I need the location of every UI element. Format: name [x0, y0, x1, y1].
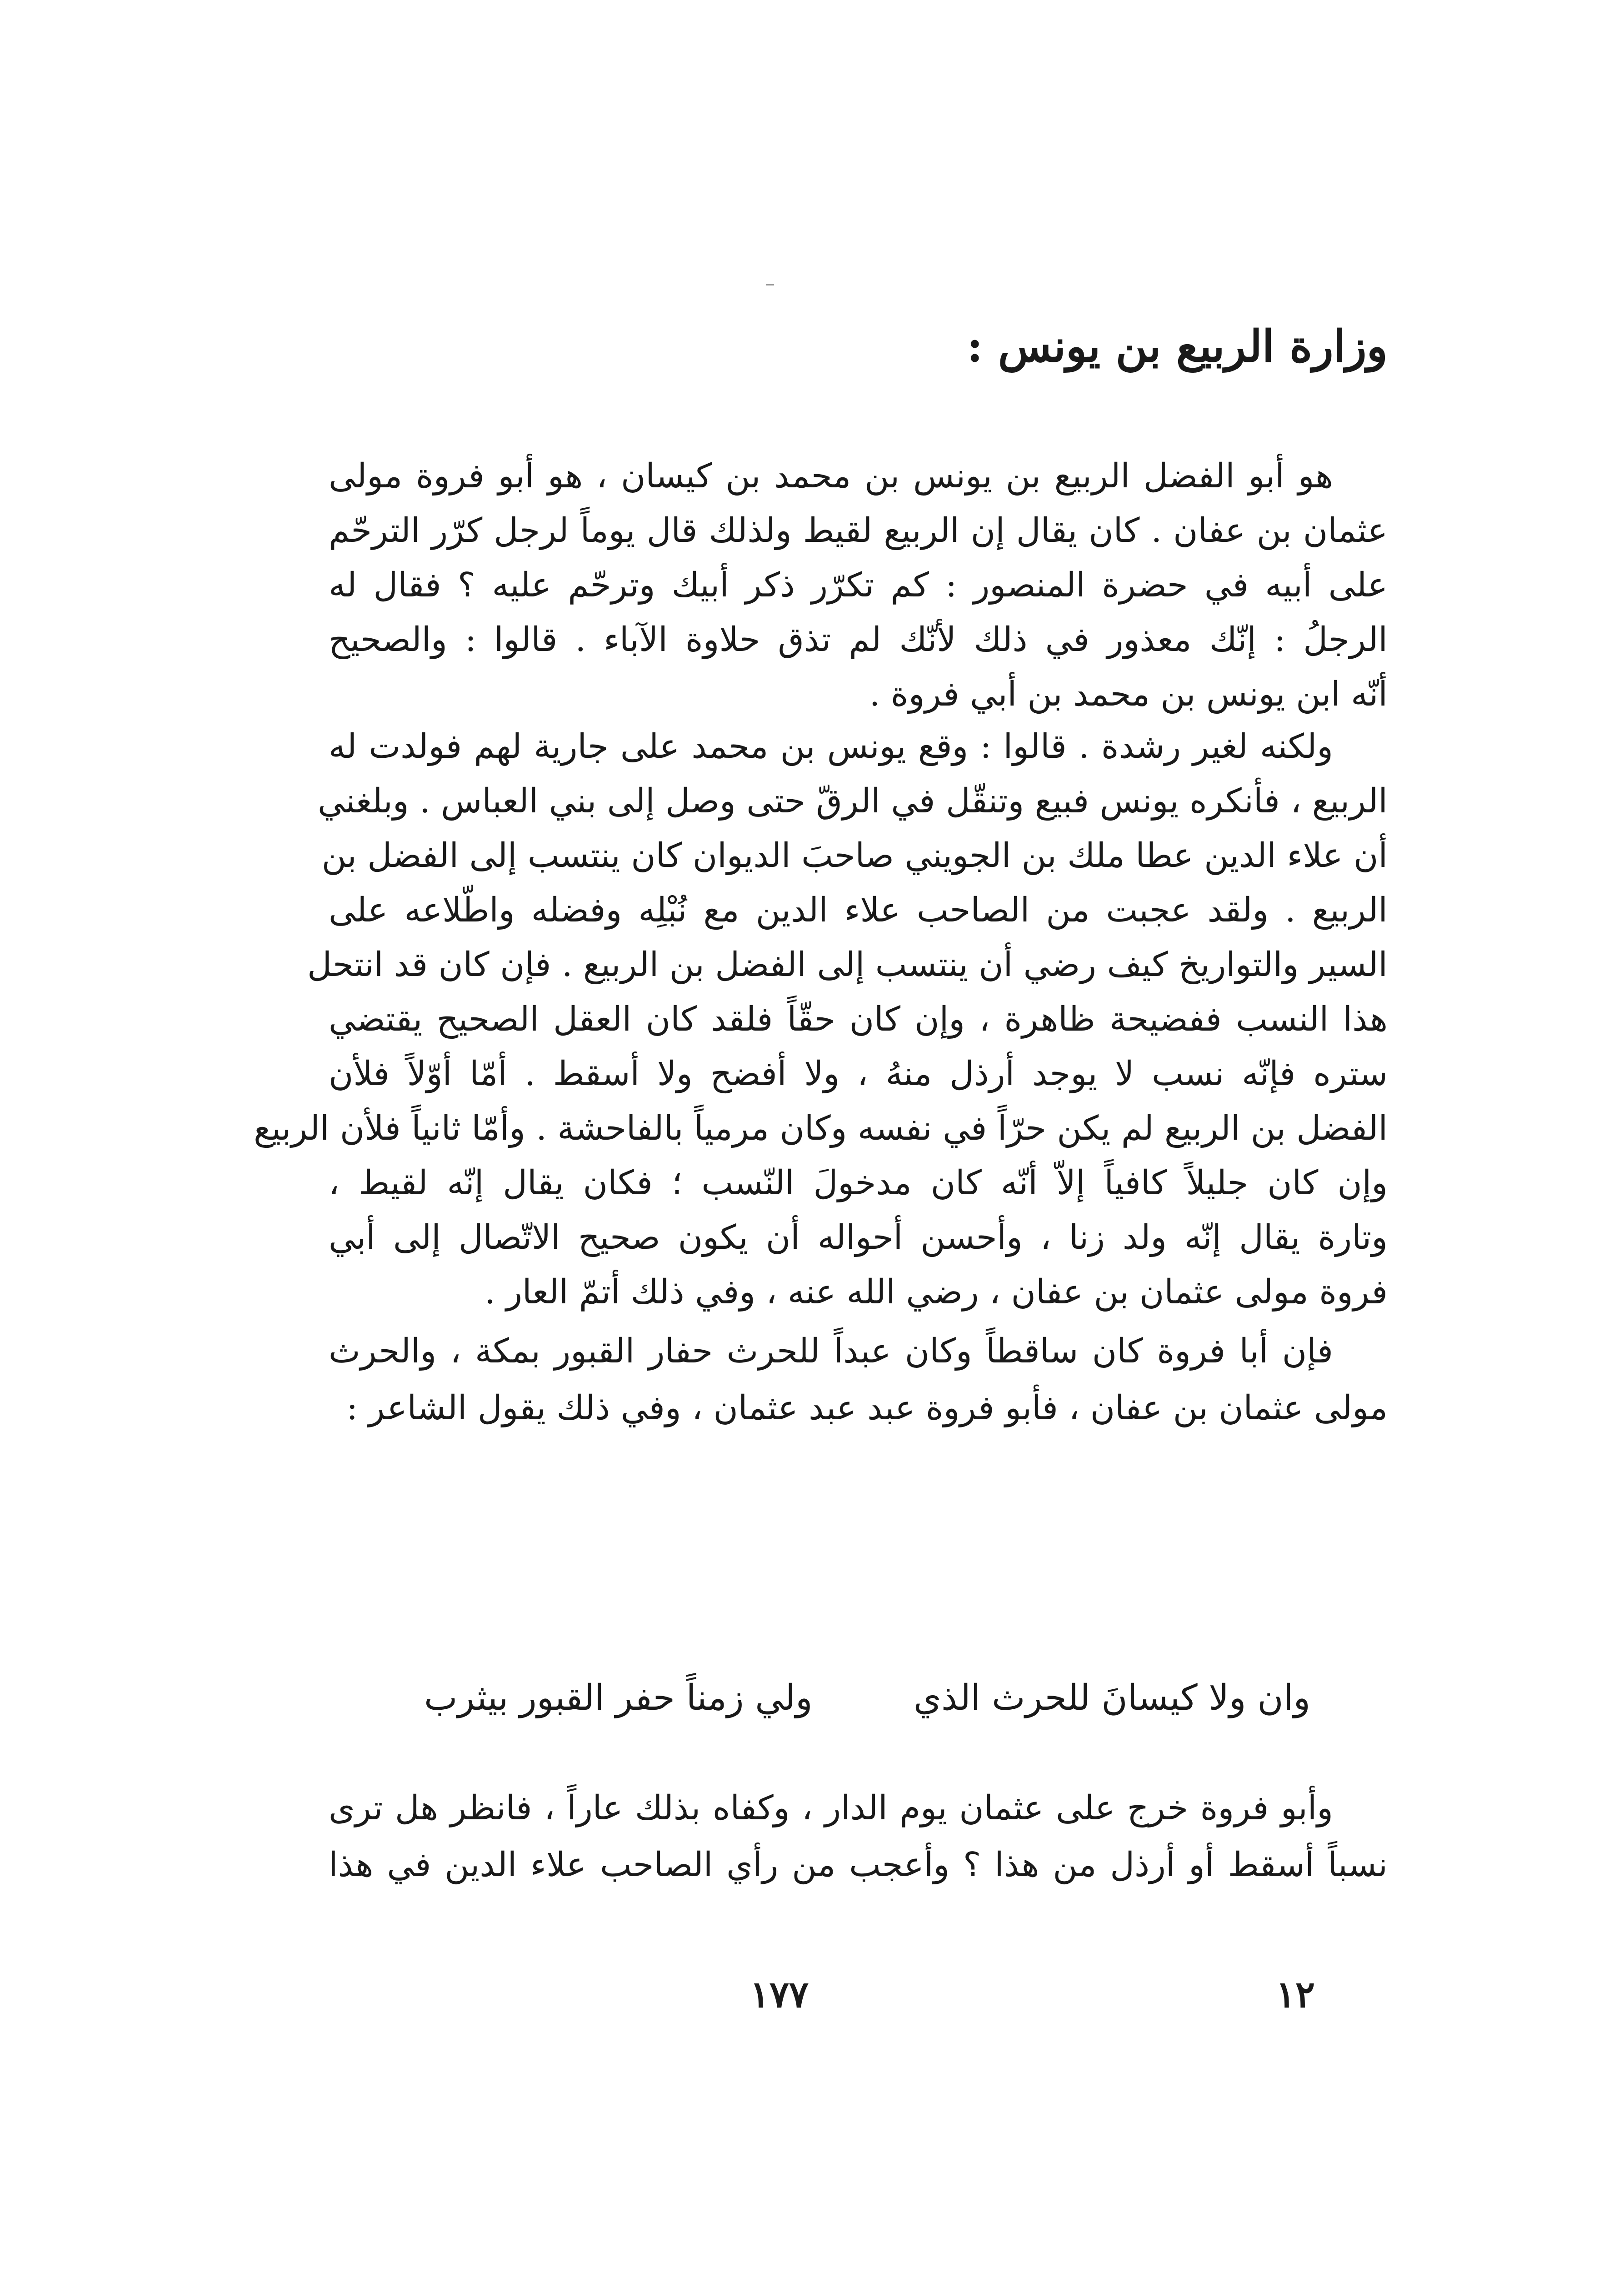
text-line: السير والتواريخ كيف رضي أن ينتسب إلى الفضل بن الربيع . فإن كان قد انتحل [307, 945, 1388, 984]
text-line: الربيع . ولقد عجبت من الصاحب علاء الدين مع نُبْلِه وفضله واطّلاعه على [329, 891, 1388, 930]
text-line: على أبيه في حضرة المنصور : كم تكرّر ذكر أبيك وترحّم عليه ؟ فقال له [329, 566, 1388, 605]
text-line: عثمان بن عفان . كان يقال إن الربيع لقيط ولذلك قال يوماً لرجل كرّر الترحّم [329, 511, 1388, 550]
verse-first-hemistich: وان ولا كيسانَ للحرث الذي [913, 1677, 1310, 1718]
text-line: فروة مولى عثمان بن عفان ، رضي الله عنه ، وفي ذلك أتمّ العار . [485, 1272, 1388, 1312]
text-line: ستره فإنّه نسب لا يوجد أرذل منهُ ، ولا أفضح ولا أسقط . أمّا أوّلاً فلأن [329, 1054, 1388, 1093]
text-line: الفضل بن الربيع لم يكن حرّاً في نفسه وكان مرمياً بالفاحشة . وأمّا ثانياً فلأن الربيع [254, 1109, 1388, 1148]
section-heading: وزارة الربيع بن يونس : [966, 320, 1388, 372]
text-line: وإن كان جليلاً كافياً إلاّ أنّه كان مدخولَ النّسب ؛ فكان يقال إنّه لقيط ، [329, 1163, 1388, 1202]
text-line: مولى عثمان بن عفان ، فأبو فروة عبد عبد عثمان ، وفي ذلك يقول الشاعر : [346, 1388, 1388, 1427]
page-number: ١٧٧ [750, 1973, 809, 2016]
text-line: هذا النسب ففضيحة ظاهرة ، وإن كان حقّاً فلقد كان العقل الصحيح يقتضي [329, 1000, 1388, 1039]
text-line: نسباً أسقط أو أرذل من هذا ؟ وأعجب من رأي الصاحب علاء الدين في هذا [329, 1845, 1388, 1884]
text-line: ولكنه لغير رشدة . قالوا : وقع يونس بن محمد على جارية لهم فولدت له [329, 727, 1333, 766]
text-line: وتارة يقال إنّه ولد زنا ، وأحسن أحواله أن يكون صحيح الاتّصال إلى أبي [329, 1218, 1388, 1257]
text-line: الربيع ، فأنكره يونس فبيع وتنقّل في الرقّ حتى وصل إلى بني العباس . وبلغني [318, 781, 1388, 821]
scan-speck [766, 284, 774, 285]
text-line: هو أبو الفضل الربيع بن يونس بن محمد بن كيسان ، هو أبو فروة مولى [329, 456, 1333, 496]
signature-mark: ١٢ [1276, 1973, 1315, 2016]
text-line: الرجلُ : إنّك معذور في ذلك لأنّك لم تذق حلاوة الآباء . قالوا : والصحيح [329, 620, 1388, 659]
text-line: فإن أبا فروة كان ساقطاً وكان عبداً للحرث حفار القبور بمكة ، والحرث [329, 1332, 1333, 1371]
text-line: أن علاء الدين عطا ملك بن الجويني صاحبَ الديوان كان ينتسب إلى الفضل بن [321, 836, 1388, 875]
verse-second-hemistich: ولي زمناً حفر القبور بيثرب [424, 1677, 813, 1718]
poem-verse [424, 1677, 1310, 1718]
text-line: أنّه ابن يونس بن محمد بن أبي فروة . [869, 675, 1388, 714]
text-line: وأبو فروة خرج على عثمان يوم الدار ، وكفاه بذلك عاراً ، فانظر هل ترى [329, 1788, 1333, 1827]
